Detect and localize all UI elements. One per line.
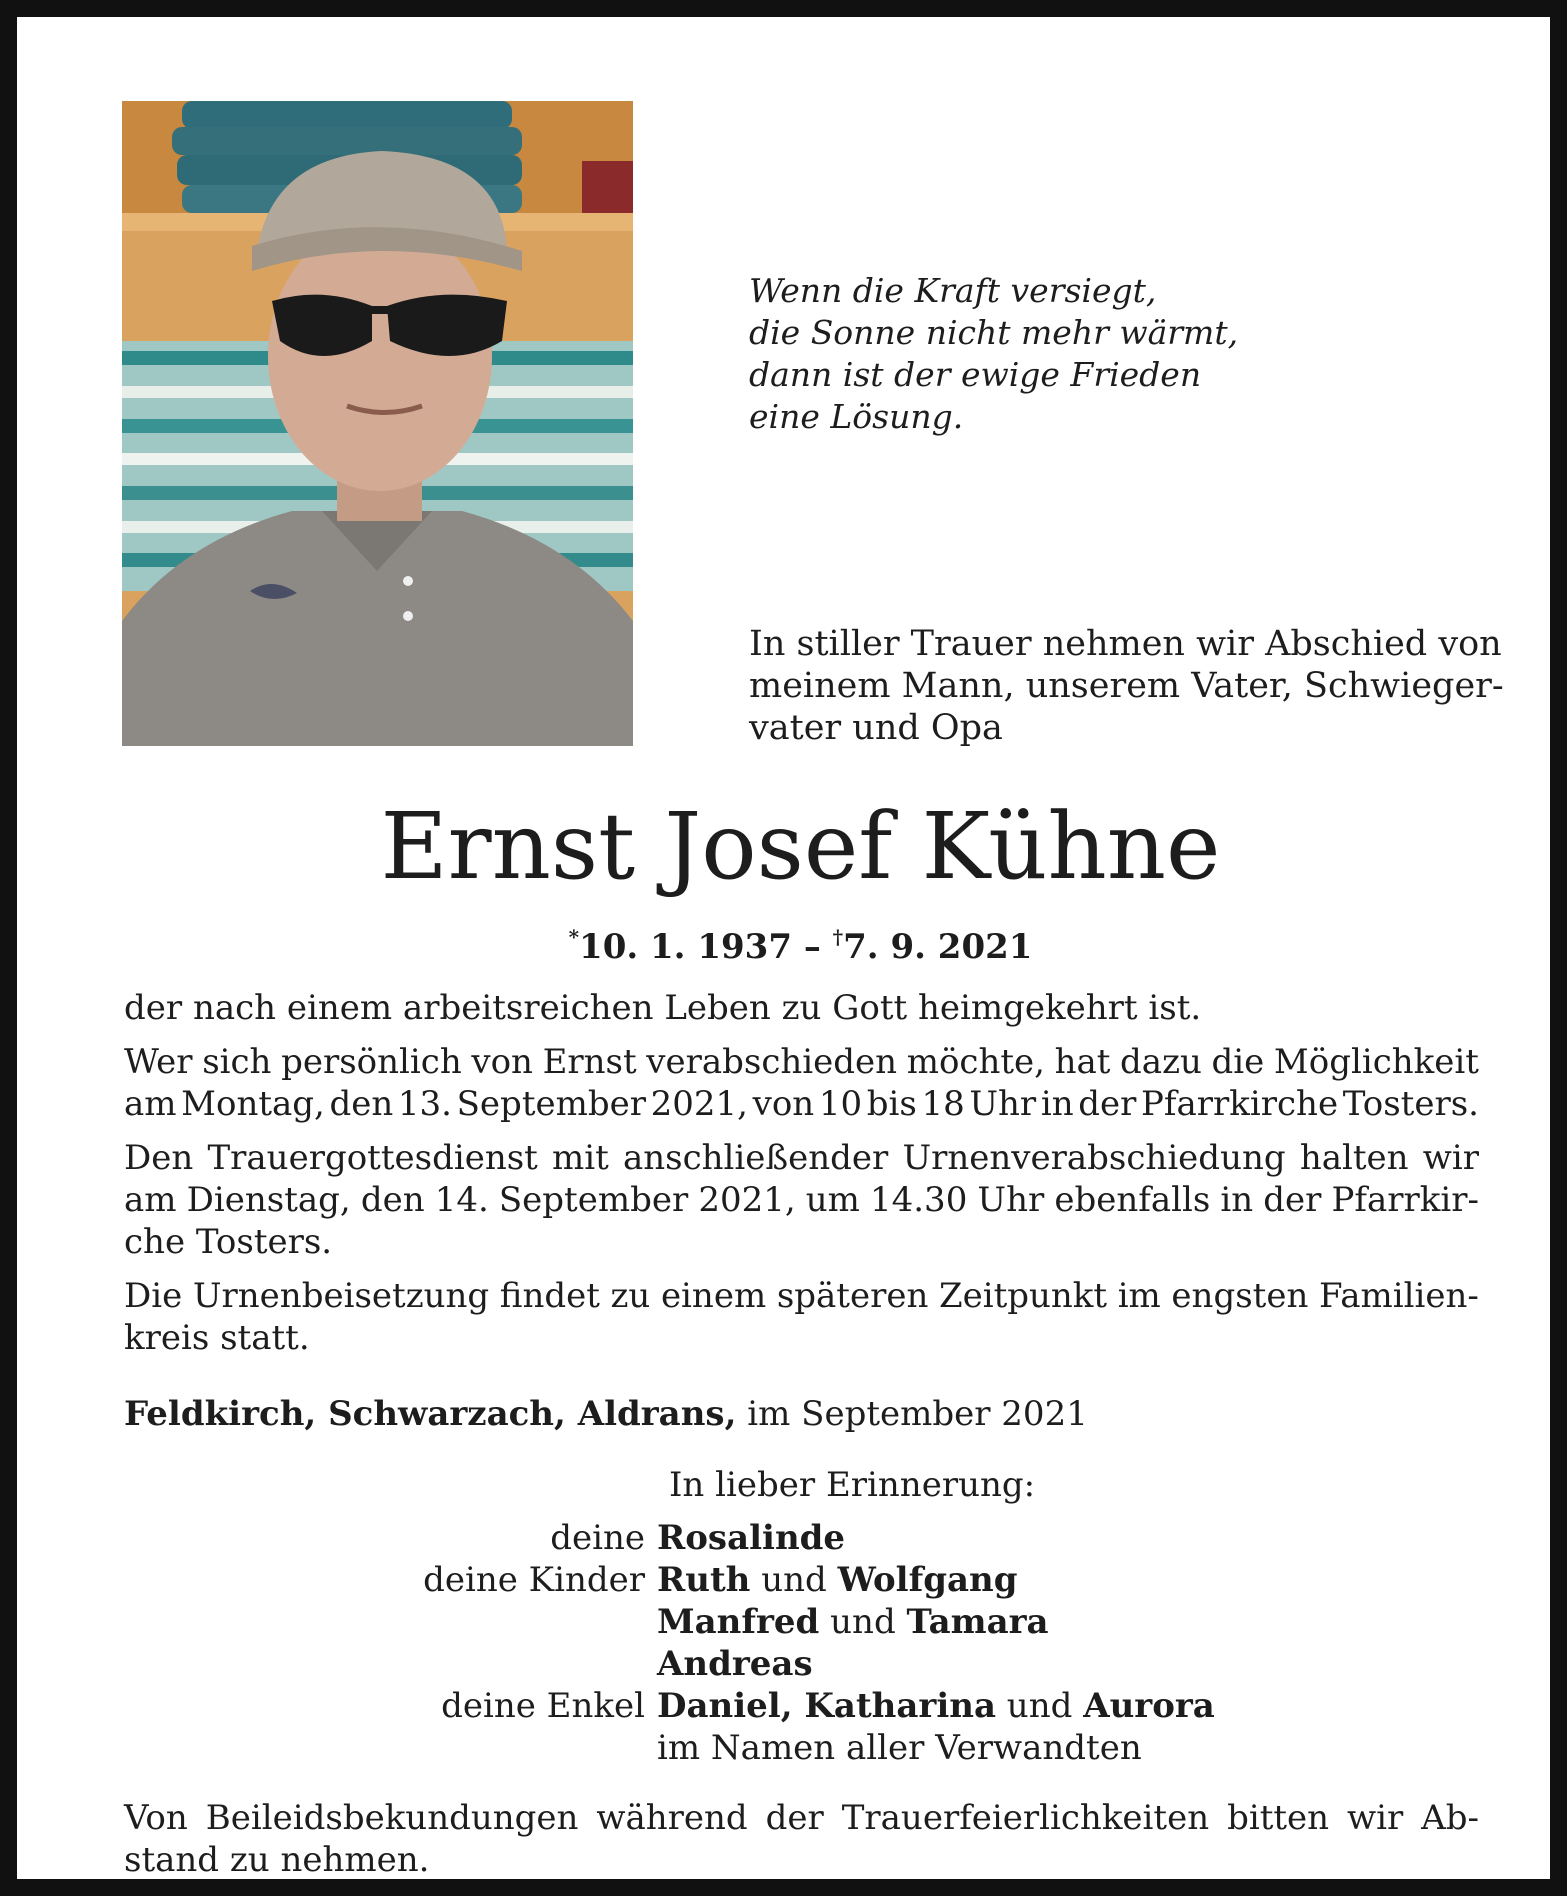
- word: persönlich: [281, 1042, 462, 1082]
- relation-label: [317, 1601, 657, 1643]
- birth-date: 10. 1. 1937: [579, 927, 792, 967]
- word: halten: [1299, 1138, 1409, 1178]
- memory-heading: In lieber Erinnerung:: [669, 1465, 1036, 1505]
- relation-label: deine Kinder: [423, 1560, 645, 1600]
- word: September: [456, 1084, 646, 1124]
- word: verabschieden: [646, 1042, 898, 1082]
- word: die: [1211, 1042, 1265, 1082]
- family-names: [657, 1727, 1142, 1769]
- deceased-name: Ernst Josef Kühne: [380, 793, 1221, 900]
- connector-text: im Namen aller Verwandten: [657, 1728, 1142, 1768]
- connector-text: und: [819, 1602, 907, 1642]
- word: Pfarrkir-: [1331, 1180, 1479, 1220]
- paragraph-4: [124, 1275, 1479, 1359]
- paragraph-line: der nach einem arbeitsreichen Leben zu Gott heimgekehrt ist.: [124, 988, 1202, 1028]
- word: Familien-: [1318, 1276, 1479, 1316]
- word: Tosters.: [1342, 1084, 1479, 1124]
- word: Wer: [124, 1042, 193, 1082]
- family-row: [317, 1643, 1215, 1685]
- family-row: [317, 1727, 1215, 1769]
- word: Ab-: [1421, 1798, 1479, 1838]
- word: bitten: [1227, 1798, 1330, 1838]
- paragraph-1: [124, 987, 1479, 1029]
- intro-line: vater und Opa: [749, 708, 1003, 748]
- death-date: 7. 9. 2021: [843, 927, 1033, 967]
- family-member-name: Manfred: [657, 1602, 820, 1642]
- justified-line: [124, 1041, 1479, 1083]
- poem-line: eine Lösung.: [749, 397, 964, 436]
- footer-note: [124, 1797, 1479, 1881]
- word: der: [765, 1798, 824, 1838]
- word: den: [360, 1180, 425, 1220]
- word: ebenfalls: [1054, 1180, 1211, 1220]
- connector-text: und: [996, 1686, 1084, 1726]
- word: wir: [1422, 1138, 1479, 1178]
- birth-mark: *: [568, 925, 580, 949]
- word: um: [805, 1180, 860, 1220]
- word: Uhr: [969, 1084, 1037, 1124]
- word: 13.: [397, 1084, 452, 1124]
- relation-label: deine Enkel: [441, 1686, 645, 1726]
- poem-line: die Sonne nicht mehr wärmt,: [749, 313, 1239, 352]
- word: zu: [610, 1276, 651, 1316]
- word: Uhr: [977, 1180, 1045, 1220]
- paragraph-3: [124, 1137, 1479, 1263]
- word: von: [471, 1042, 533, 1082]
- family-row: [317, 1685, 1215, 1727]
- word: Urnenbeisetzung: [192, 1276, 490, 1316]
- word: Die: [124, 1276, 183, 1316]
- word: hat: [1054, 1042, 1111, 1082]
- family-names: [657, 1643, 813, 1685]
- portrait-photo: [122, 101, 633, 746]
- word: Zeitpunkt: [938, 1276, 1108, 1316]
- word: der: [1078, 1084, 1137, 1124]
- announcement-body: [124, 987, 1479, 1371]
- poem-line: Wenn die Kraft versiegt,: [749, 271, 1157, 310]
- word: Von: [124, 1798, 188, 1838]
- word: engsten: [1171, 1276, 1309, 1316]
- word: in: [1040, 1084, 1074, 1124]
- family-row: [317, 1601, 1215, 1643]
- word: in: [1220, 1180, 1254, 1220]
- justified-line: [124, 1797, 1479, 1839]
- portrait-photo-graphic: [122, 101, 633, 746]
- word: 18: [921, 1084, 965, 1124]
- family-member-name: Daniel, Katharina: [657, 1686, 996, 1726]
- intro-text: [749, 623, 1504, 749]
- paragraph-2: [124, 1041, 1479, 1125]
- word: Beileidsbekundungen: [205, 1798, 579, 1838]
- connector-text: und: [750, 1560, 838, 1600]
- intro-line: In stiller Trauer nehmen wir Abschied von: [749, 624, 1502, 664]
- family-names: [657, 1559, 1018, 1601]
- poem-line: dann ist der ewige Frieden: [749, 355, 1202, 394]
- paragraph-line: kreis statt.: [124, 1318, 310, 1358]
- footer-line: stand zu nehmen.: [124, 1840, 430, 1880]
- family-names: [657, 1685, 1215, 1727]
- intro-line: meinem Mann, unserem Vater, Schwieger-: [749, 666, 1504, 706]
- word: späteren: [776, 1276, 929, 1316]
- justified-line: [124, 1137, 1479, 1179]
- word: im: [1117, 1276, 1161, 1316]
- poem: [749, 270, 1429, 438]
- relation-label: [317, 1643, 657, 1685]
- word: 14.30: [869, 1180, 968, 1220]
- word: der: [1263, 1180, 1322, 1220]
- word: einem: [660, 1276, 767, 1316]
- places-bold: Feldkirch, Schwarzach, Aldrans,: [124, 1394, 737, 1434]
- word: möchte,: [906, 1042, 1045, 1082]
- death-mark: †: [832, 925, 844, 949]
- word: sich: [202, 1042, 272, 1082]
- relation-label: [317, 1727, 657, 1769]
- word: den: [329, 1084, 394, 1124]
- word: Trauerfeierlichkeiten: [841, 1798, 1210, 1838]
- justified-line: [124, 1275, 1479, 1317]
- word: dazu: [1120, 1042, 1202, 1082]
- word: Den: [124, 1138, 194, 1178]
- date-dash: –: [791, 927, 833, 967]
- word: Möglichkeit: [1273, 1042, 1479, 1082]
- family-row: [317, 1559, 1215, 1601]
- word: Dienstag,: [186, 1180, 351, 1220]
- word: findet: [499, 1276, 600, 1316]
- family-list: [317, 1517, 1215, 1769]
- relation-label: deine: [550, 1518, 645, 1558]
- word: September: [498, 1180, 689, 1220]
- family-member-name: Wolfgang: [837, 1560, 1018, 1600]
- word: 14.: [434, 1180, 489, 1220]
- word: 10: [818, 1084, 863, 1124]
- paragraph-line: che Tosters.: [124, 1222, 333, 1262]
- family-member-name: Tamara: [906, 1602, 1049, 1642]
- family-member-name: Andreas: [657, 1644, 813, 1684]
- family-member-name: Ruth: [657, 1560, 751, 1600]
- word: 2021,: [698, 1180, 796, 1220]
- word: Ernst: [542, 1042, 637, 1082]
- word: mit: [552, 1138, 609, 1178]
- word: anschließender: [623, 1138, 889, 1178]
- justified-line: [124, 1083, 1479, 1125]
- word: Montag,: [181, 1084, 325, 1124]
- family-names: [657, 1601, 1049, 1643]
- word: 2021,: [650, 1084, 748, 1124]
- word: wir: [1346, 1798, 1404, 1838]
- word: Urnenverabschiedung: [902, 1138, 1286, 1178]
- life-dates: [17, 915, 1567, 969]
- family-row: [317, 1517, 1215, 1559]
- word: am: [124, 1180, 177, 1220]
- word: Pfarrkirche: [1141, 1084, 1339, 1124]
- word: von: [752, 1084, 815, 1124]
- word: bis: [866, 1084, 917, 1124]
- places-date: im September 2021: [736, 1394, 1088, 1434]
- family-member-name: Rosalinde: [657, 1518, 846, 1558]
- justified-line: [124, 1179, 1479, 1221]
- family-names: [657, 1517, 845, 1559]
- word: Trauergottesdienst: [207, 1138, 538, 1178]
- word: während: [596, 1798, 748, 1838]
- word: am: [124, 1084, 177, 1124]
- place-and-date: [124, 1393, 1088, 1435]
- family-member-name: Aurora: [1083, 1686, 1215, 1726]
